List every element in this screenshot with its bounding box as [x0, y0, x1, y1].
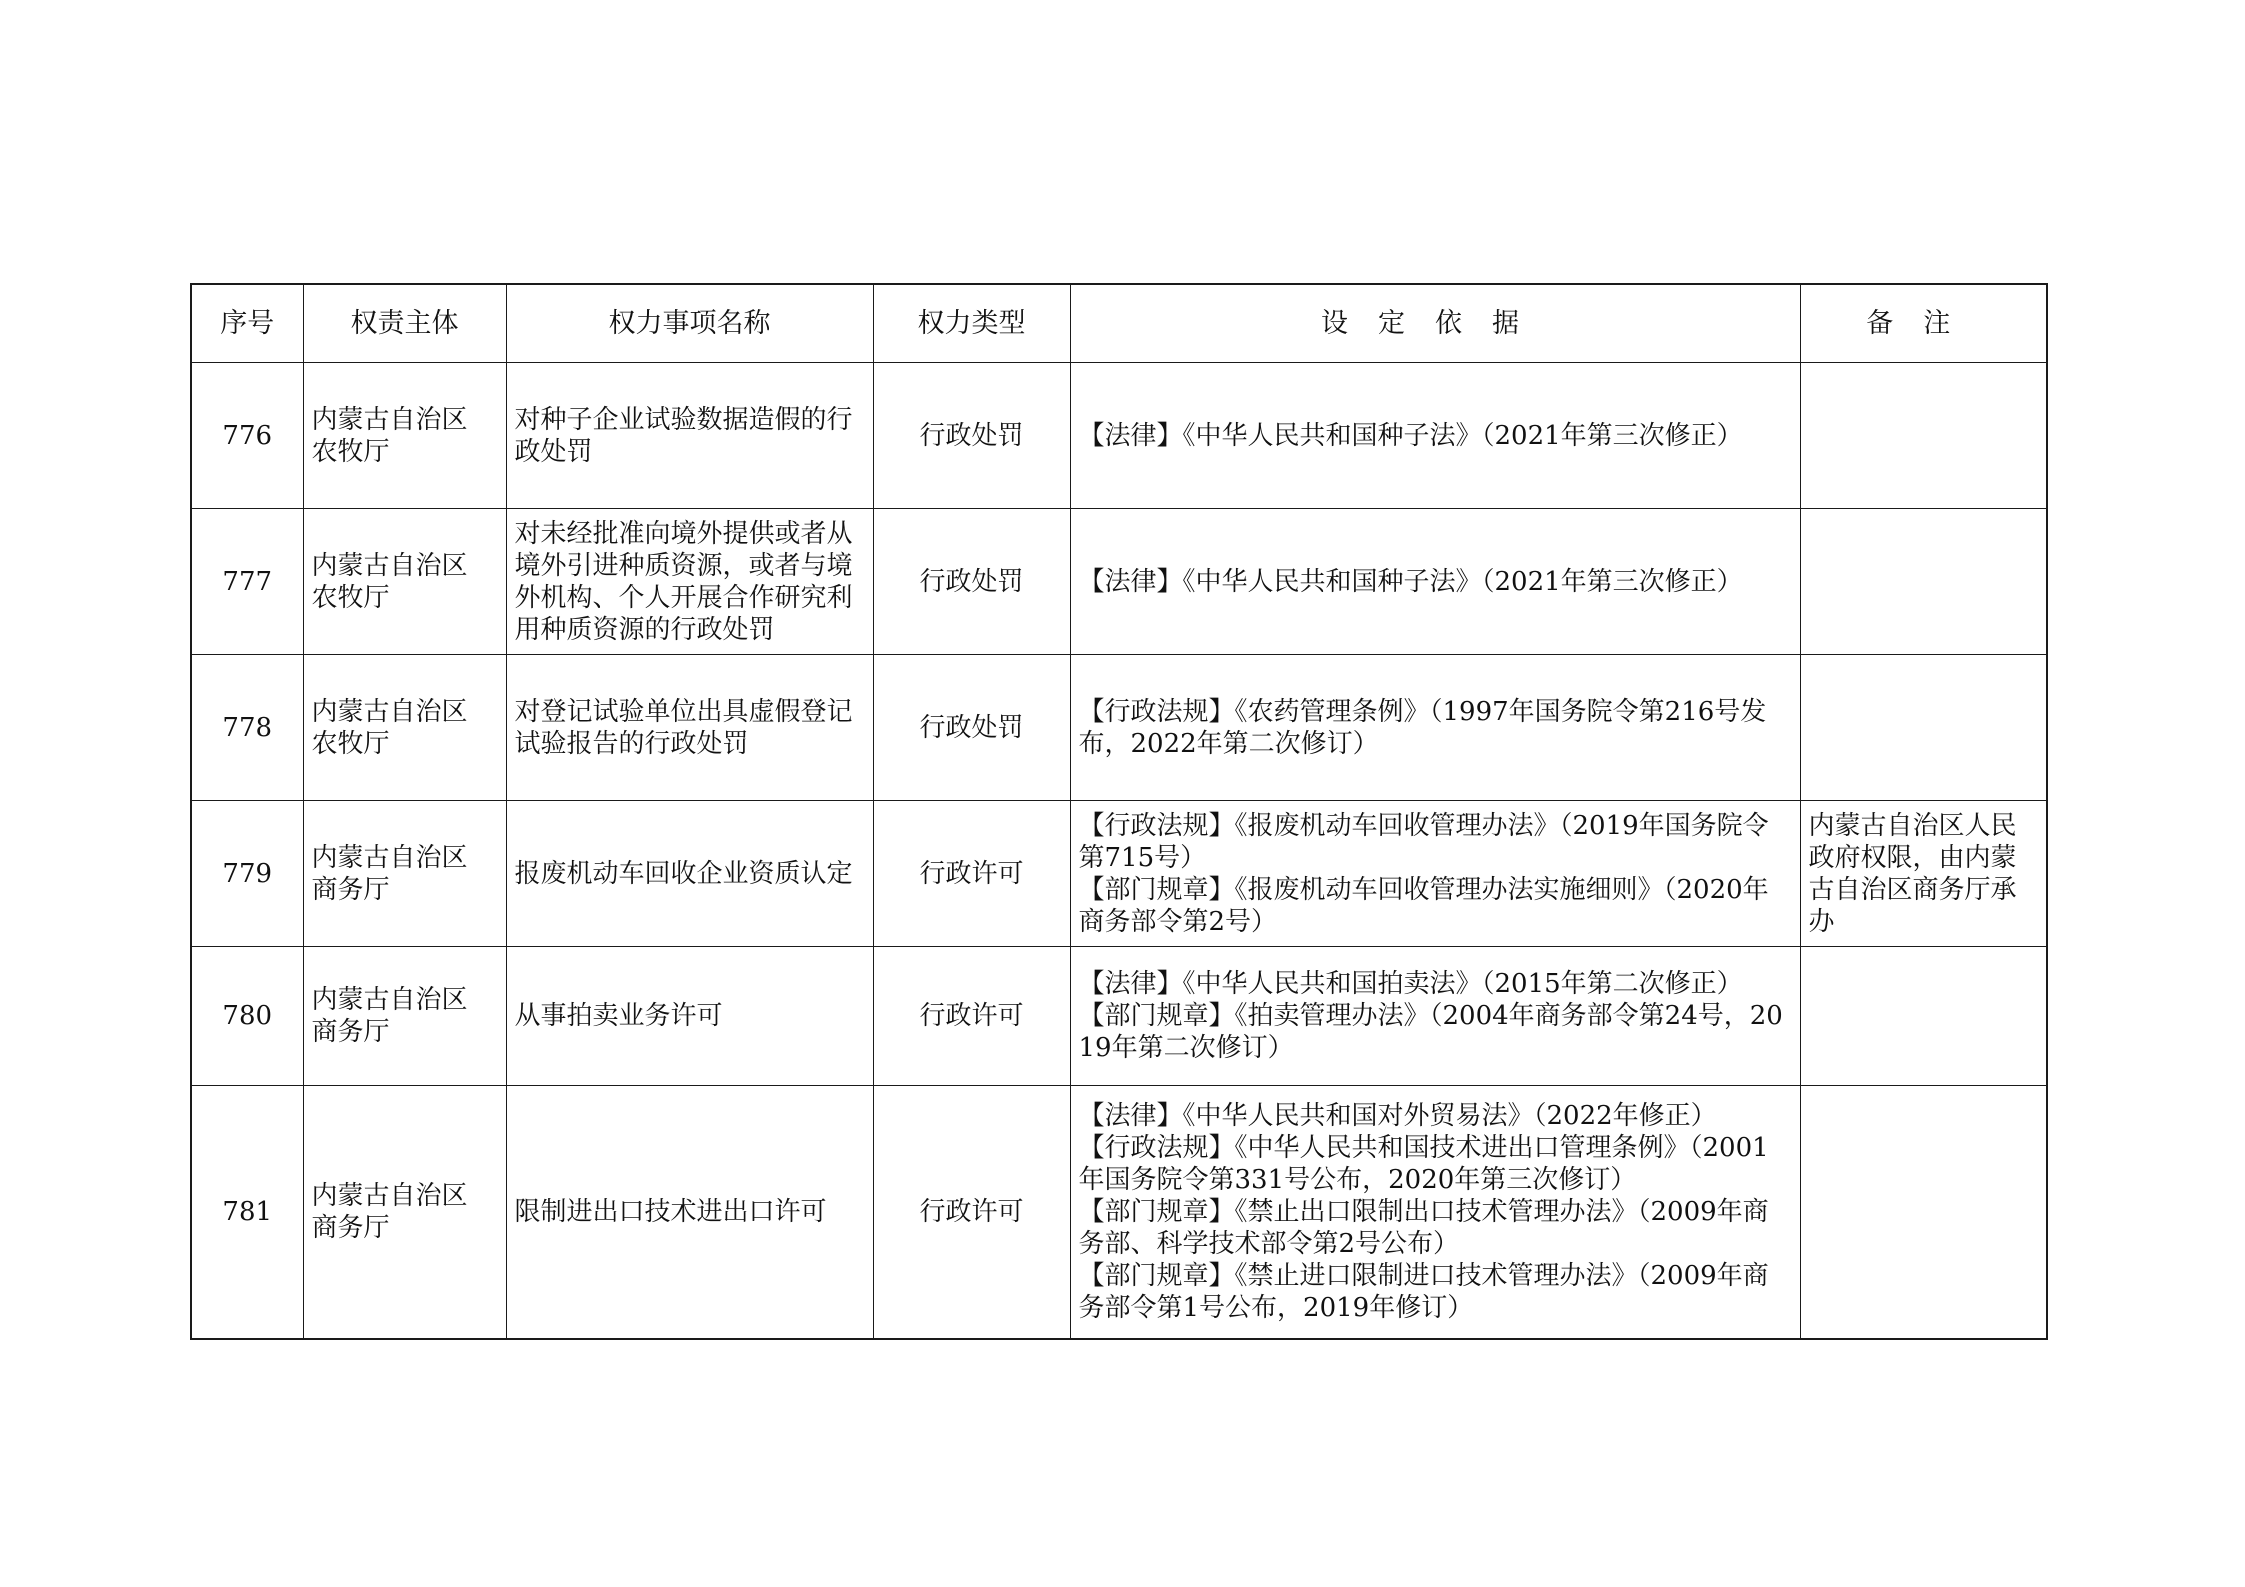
row-basis: [1070, 947, 1800, 1086]
basis-line: 【行政法规】《农药管理条例》（1997年国务院令第216号发布，2022年第二次修订）: [1078, 696, 1767, 759]
subject-line: 内蒙古自治区: [311, 842, 468, 873]
row-basis: [1070, 801, 1800, 947]
basis-line: 【行政法规】《中华人民共和国技术进出口管理条例》（2001年国务院令第331号公布，2020年第三次修订）: [1078, 1132, 1769, 1195]
basis-line: 【部门规章】《禁止出口限制出口技术管理办法》（2009年商务部、科学技术部令第2号公布）: [1078, 1196, 1769, 1259]
table-row: [191, 509, 2047, 655]
basis-line: 【行政法规】《报废机动车回收管理办法》（2019年国务院令第715号）: [1078, 810, 1769, 873]
header-subject: 权责主体: [303, 284, 506, 363]
header-type: 权力类型: [873, 284, 1070, 363]
basis-line: 【法律】《中华人民共和国拍卖法》（2015年第二次修正）: [1078, 969, 1743, 999]
header-name: 权力事项名称: [506, 284, 873, 363]
subject-line: 商务厅: [311, 874, 390, 905]
row-note: [1800, 655, 2047, 801]
table-row: [191, 801, 2047, 947]
row-basis: [1070, 509, 1800, 655]
row-type: 行政处罚: [873, 363, 1070, 509]
header-note: 备注: [1800, 284, 2047, 363]
row-name: 对未经批准向境外提供或者从境外引进种质资源，或者与境外机构、个人开展合作研究利用种质资源的行政处罚: [506, 509, 873, 655]
row-name: 限制进出口技术进出口许可: [506, 1086, 873, 1339]
row-note: [1800, 947, 2047, 1086]
table-header-row: [191, 284, 2047, 363]
table-row: [191, 655, 2047, 801]
basis-line: 【法律】《中华人民共和国种子法》（2021年第三次修正）: [1078, 566, 1743, 597]
row-subject: [303, 947, 506, 1086]
header-index: 序号: [191, 284, 303, 363]
row-index: 780: [191, 947, 303, 1086]
header-basis: 设定依据: [1070, 284, 1800, 363]
subject-line: 内蒙古自治区: [311, 985, 468, 1015]
row-subject: [303, 655, 506, 801]
row-name: 对登记试验单位出具虚假登记试验报告的行政处罚: [506, 655, 873, 801]
subject-line: 商务厅: [311, 1017, 390, 1047]
row-name: 对种子企业试验数据造假的行政处罚: [506, 363, 873, 509]
basis-line: 【部门规章】《禁止进口限制进口技术管理办法》（2009年商务部令第1号公布，2019年修订）: [1078, 1260, 1769, 1323]
subject-line: 农牧厅: [311, 582, 390, 613]
row-index: 779: [191, 801, 303, 947]
subject-line: 农牧厅: [311, 436, 390, 467]
row-index: 776: [191, 363, 303, 509]
row-name: 报废机动车回收企业资质认定: [506, 801, 873, 947]
row-type: 行政许可: [873, 947, 1070, 1086]
row-index: 781: [191, 1086, 303, 1339]
row-note: [1800, 1086, 2047, 1339]
row-type: 行政许可: [873, 1086, 1070, 1339]
row-subject: [303, 509, 506, 655]
row-basis: [1070, 1086, 1800, 1339]
subject-line: 内蒙古自治区: [311, 1180, 468, 1211]
subject-line: 内蒙古自治区: [311, 696, 468, 727]
row-note: [1800, 509, 2047, 655]
row-type: 行政处罚: [873, 655, 1070, 801]
subject-line: 内蒙古自治区: [311, 550, 468, 581]
row-subject: [303, 801, 506, 947]
basis-line: 【法律】《中华人民共和国种子法》（2021年第三次修正）: [1078, 420, 1743, 451]
row-subject: [303, 1086, 506, 1339]
row-basis: [1070, 363, 1800, 509]
row-name: 从事拍卖业务许可: [506, 947, 873, 1086]
subject-line: 内蒙古自治区: [311, 404, 468, 435]
row-note: [1800, 363, 2047, 509]
row-basis: [1070, 655, 1800, 801]
row-note: 内蒙古自治区人民政府权限，由内蒙古自治区商务厅承办: [1800, 801, 2047, 947]
row-type: 行政处罚: [873, 509, 1070, 655]
basis-line: 【部门规章】《报废机动车回收管理办法实施细则》（2020年商务部令第2号）: [1078, 874, 1769, 937]
basis-line: 【部门规章】《拍卖管理办法》（2004年商务部令第24号，2019年第二次修订）: [1078, 1001, 1783, 1063]
basis-line: 【法律】《中华人民共和国对外贸易法》（2022年修正）: [1078, 1100, 1717, 1131]
row-subject: [303, 363, 506, 509]
table-row: [191, 947, 2047, 1086]
row-type: 行政许可: [873, 801, 1070, 947]
subject-line: 农牧厅: [311, 728, 390, 759]
row-index: 778: [191, 655, 303, 801]
table-row: [191, 1086, 2047, 1339]
table-row: [191, 363, 2047, 509]
subject-line: 商务厅: [311, 1212, 390, 1243]
row-index: 777: [191, 509, 303, 655]
power-list-table: [190, 283, 2048, 1340]
